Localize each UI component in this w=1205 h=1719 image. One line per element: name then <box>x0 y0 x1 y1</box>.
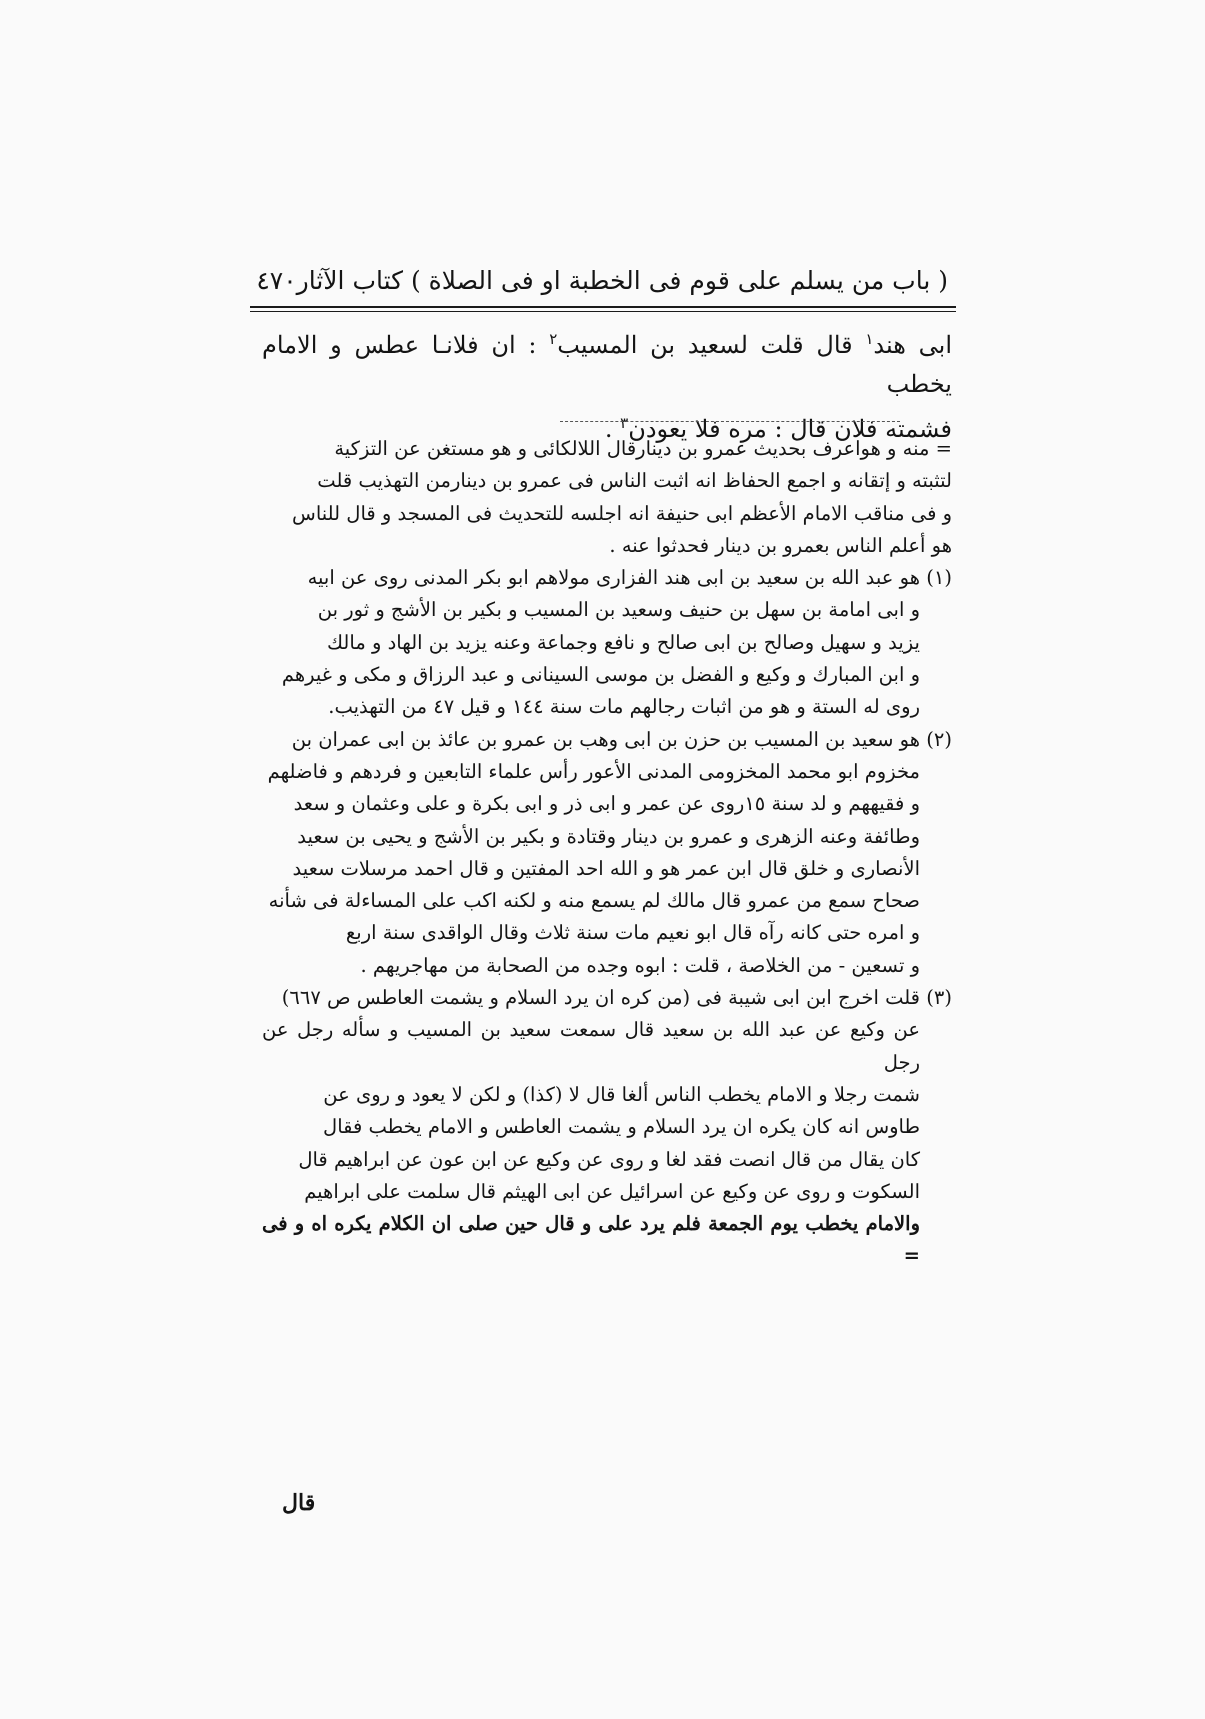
main-text <box>262 320 952 449</box>
footnote-ref-2: ٢ <box>549 330 558 348</box>
main-line-2: فشمته فلان قال : مره فلا يعودن$^٣$ . <box>604 414 952 443</box>
footnote-line: طاوس انه كان يكره ان يرد السلام و يشمت العاطس و الامام يخطب فقال <box>323 1115 920 1139</box>
footnote-line: هو سعيد بن المسيب بن حزن بن ابى وهب بن عمرو بن عائذ بن ابى عمران بن <box>291 727 920 751</box>
footnote-line: عن وكيع عن عبد الله بن سعيد قال سمعت سعيد بن المسيب و سأله رجل عن رجل <box>262 1018 920 1074</box>
footnote-line: شمت رجلا و الامام يخطب الناس ألغا قال لا (كذا) و لكن لا يعود و روى عن <box>323 1082 920 1106</box>
footnote-line: وطائفة وعنه الزهرى و عمرو بن دينار وقتادة و بكير بن الأشج و يحيى بن سعيد <box>297 824 920 848</box>
footnote-3 <box>262 982 952 1273</box>
footnote-marker-1: (١) <box>926 566 952 590</box>
footnote-line: و امره حتى كانه رآه قال ابو نعيم مات سنة ثلاث وقال الواقدى سنة اربع <box>345 921 920 945</box>
footnote-line: كان يقال من قال انصت فقد لغا و روى عن وكيع عن ابن عون عن ابراهيم قال <box>298 1147 920 1171</box>
footnote-line: و ابى امامة بن سهل بن حنيف وسعيد بن المسيب و بكير بن الأشج و ثور بن <box>317 598 920 622</box>
main-line-1: ابى هند$^١$ قال قلت لسعيد بن المسيب$^٢$ : ان فلانـا عطس و الامام يخطب <box>262 330 953 398</box>
page-number: ٤٧٠ <box>256 266 297 295</box>
footnote-line: و فقيههم و لد سنة ١٥روى عن عمر و ابى ذر و ابى بكرة و على وعثمان و سعد <box>293 792 920 816</box>
header-rule-thin <box>250 311 956 312</box>
footnote-line: قلت اخرج ابن ابى شيبة فى (من كره ان يرد السلام و يشمت العاطس ص ٦٦٧) <box>281 986 920 1010</box>
running-title: ( باب من يسلم على قوم فى الخطبة او فى الصلاة ) كتاب الآثار <box>296 266 948 295</box>
footnote-line: يزيد و سهيل وصالح بن ابى صالح و نافع وجماعة وعنه يزيد بن الهاد و مالك <box>327 630 920 654</box>
footnote-line: والامام يخطب يوم الجمعة فلم يرد على و قال حين صلى ان الكلام يكره اه و فى = <box>262 1212 920 1268</box>
footnote-line: لتثبته و إتقانه و اجمع الحفاظ انه اثبت الناس فى عمرو بن دينارمن التهذيب قلت <box>317 469 952 493</box>
footnote-separator <box>560 421 900 422</box>
footnote-line: السكوت و روى عن وكيع عن اسرائيل عن ابى الهيثم قال سلمت على ابراهيم <box>304 1179 920 1203</box>
footnote-line: روى له الستة و هو من اثبات رجالهم مات سنة ١٤٤ و قيل ٤٧ من التهذيب. <box>328 695 920 719</box>
footnote-line: مخزوم ابو محمد المخزومى المدنى الأعور رأس علماء التابعين و فردهم و فاضلهم <box>267 759 920 783</box>
footnote-marker-2: (٢) <box>926 727 952 751</box>
footnotes <box>262 433 952 1273</box>
footnote-line: = منه و هواعرف بحديث عمرو بن دينارقال اللالكائى و هو مستغن عن التزكية <box>334 437 952 460</box>
footnote-marker-3: (٣) <box>926 986 952 1010</box>
footnote-1 <box>262 562 952 723</box>
footnote-continuation <box>262 433 952 562</box>
footnote-line: الأنصارى و خلق قال ابن عمر هو و الله احد المفتين و قال احمد مرسلات سعيد <box>292 856 920 880</box>
header-rule-thick <box>250 306 956 308</box>
footnote-line: و تسعين - من الخلاصة ، قلت : ابوه وجده من الصحابة من مهاجريهم . <box>360 953 920 977</box>
footnote-line: صحاح سمع من عمرو قال مالك لم يسمع منه و لكنه اكب على المساءلة فى شأنه <box>268 889 920 913</box>
footnote-line: هو أعلم الناس بعمرو بن دينار فحدثوا عنه . <box>609 533 952 557</box>
footnote-ref-1: ١ <box>865 330 874 348</box>
footnote-line: و فى مناقب الامام الأعظم ابى حنيفة انه اجلسه للتحديث فى المسجد و قال للناس <box>292 501 952 525</box>
catchword: قال <box>282 1490 316 1516</box>
footnote-line: و ابن المبارك و وكيع و الفضل بن موسى السينانى و عبد الرزاق و مكى و غيرهم <box>281 663 920 687</box>
footnote-line: هو عبد الله بن سعيد بن ابى هند الفزارى مولاهم ابو بكر المدنى روى عن ابيه <box>307 566 920 590</box>
running-header <box>258 258 948 298</box>
footnote-ref-3: ٣ <box>620 414 629 432</box>
footnote-2 <box>262 724 952 982</box>
